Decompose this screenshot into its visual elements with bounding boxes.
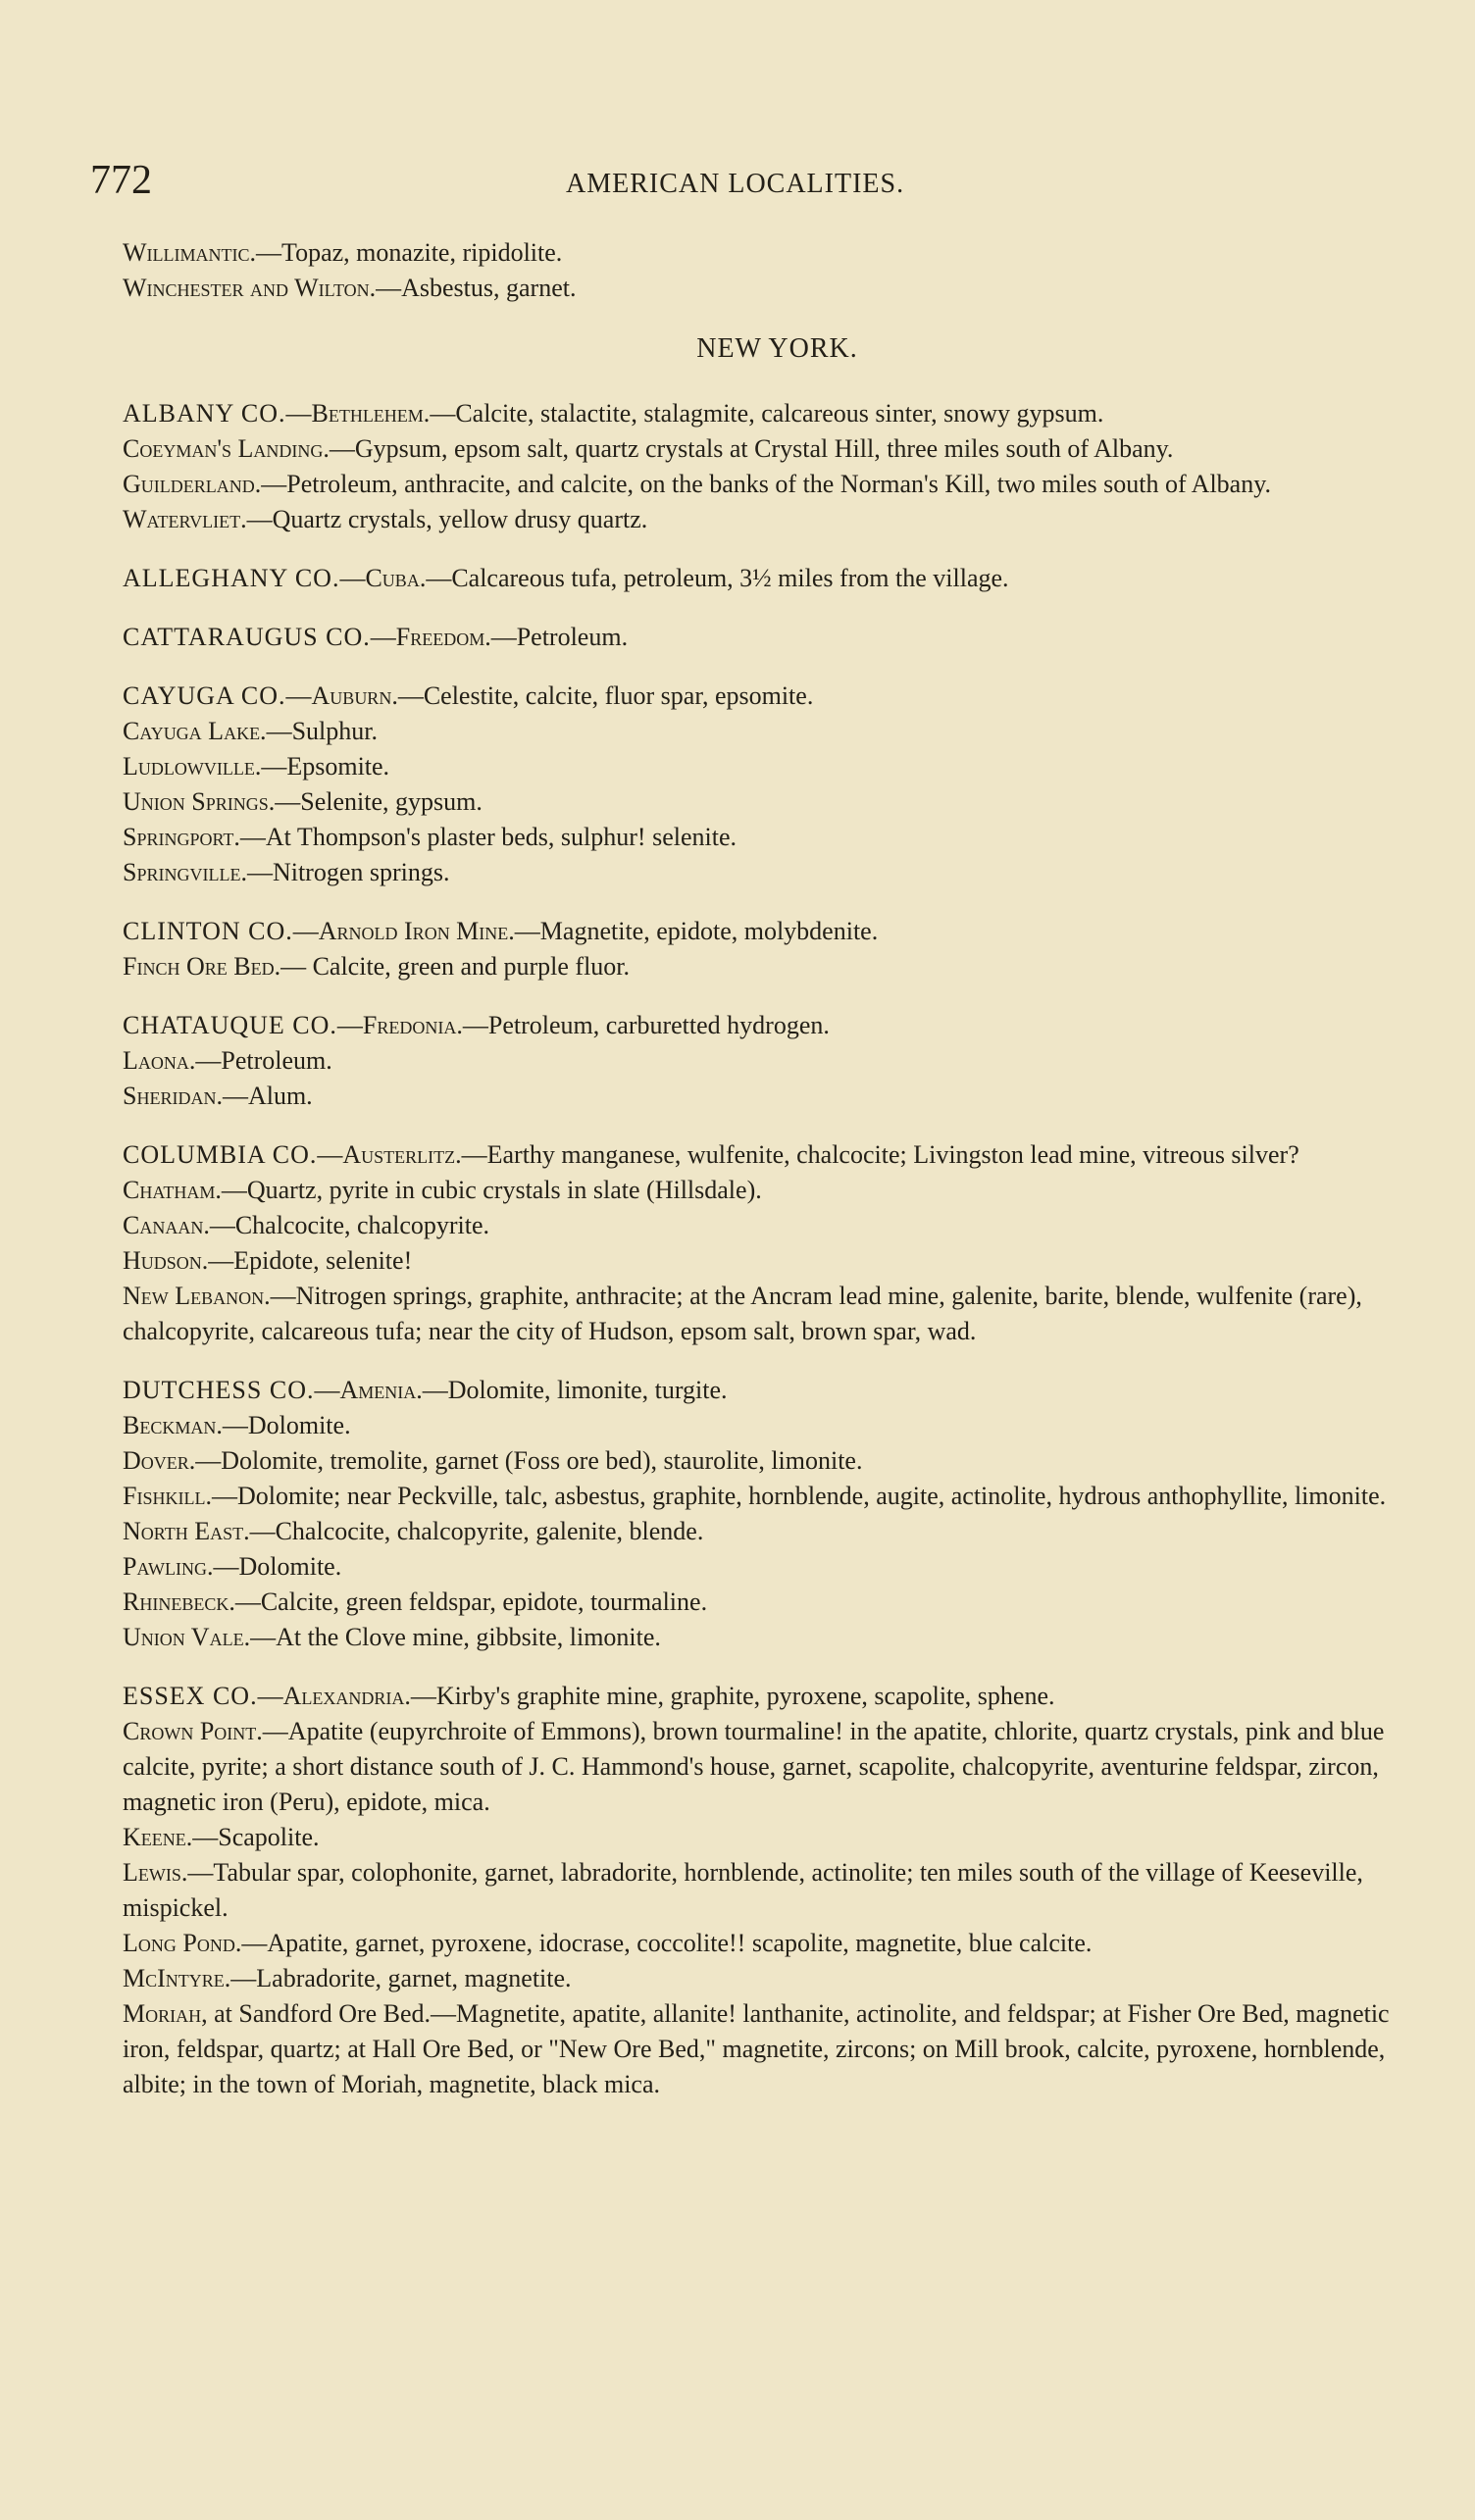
mineral-list: —Petroleum, carburetted hydrogen.	[462, 1011, 830, 1039]
locality-entry	[123, 1926, 1432, 1961]
running-title: AMERICAN LOCALITIES.	[566, 169, 905, 199]
locality-name: Long Pond.	[123, 1929, 242, 1957]
locality-entry	[123, 1996, 1432, 2102]
locality-name: Watervliet.	[123, 505, 247, 533]
locality-entry	[123, 1208, 1432, 1243]
locality-entry	[123, 1243, 1432, 1279]
mineral-list: —Petroleum.	[490, 623, 629, 651]
mineral-list: —Quartz crystals, yellow drusy quartz.	[246, 505, 648, 533]
county-block	[123, 1137, 1432, 1349]
mineral-list: —Dolomite, limonite, turgite.	[422, 1376, 728, 1404]
locality-entry: ALLEGHANY CO.—Cuba.—Calcareous tufa, petroleum, 3½ miles from the village.	[123, 564, 1009, 592]
locality-name: Bethlehem.	[311, 399, 431, 428]
locality-name: Auburn.	[311, 681, 398, 710]
locality-entry	[123, 1408, 1432, 1443]
locality-entry	[123, 1079, 1432, 1114]
locality-entry	[123, 431, 1432, 467]
county-block	[123, 1008, 1432, 1114]
locality-entry: COLUMBIA CO.—Austerlitz.—Earthy manganese, wulfenite, chalcocite; Livingston lead mine, vitreous silver?	[123, 1140, 1299, 1169]
county-name: CHATAUQUE CO.	[123, 1011, 337, 1039]
page-number: 772	[90, 158, 152, 203]
locality-entry: CAYUGA CO.—Auburn.—Celestite, calcite, fluor spar, epsomite.	[123, 681, 814, 710]
county-name: ALBANY CO.	[123, 399, 286, 428]
county-block	[123, 561, 1432, 596]
locality-name: Coeyman's Landing.	[123, 434, 330, 463]
mineral-list: —Apatite, garnet, pyroxene, idocrase, coccolite!! scapolite, magnetite, blue calcite.	[241, 1929, 1093, 1957]
mineral-list: —Sulphur.	[266, 717, 378, 745]
mineral-list: —Celestite, calcite, fluor spar, epsomite.	[397, 681, 814, 710]
mineral-list: —Dolomite.	[222, 1411, 351, 1439]
locality-name: Arnold Iron Mine.	[318, 917, 515, 945]
locality-name: Lewis.	[123, 1858, 188, 1887]
locality-entry: DUTCHESS CO.—Amenia.—Dolomite, limonite, turgite.	[123, 1376, 728, 1404]
mineral-list: —Labradorite, garnet, magnetite.	[230, 1964, 572, 1992]
locality-name: Guilderland.	[123, 470, 262, 498]
mineral-list: —Nitrogen springs, graphite, anthracite; at the Ancram lead mine, galenite, barite, blende, wulfenite (rare), chalcopyrite, calcareous tufa; near the city of Hudson, epsom salt, brown spar, wad.	[123, 1282, 1362, 1345]
locality-name: Beckman.	[123, 1411, 223, 1439]
mineral-list: —Petroleum.	[195, 1046, 332, 1075]
locality-entry	[123, 1549, 1432, 1585]
county-block	[123, 1373, 1432, 1655]
locality-entry	[123, 502, 1432, 537]
mineral-list: —Chalcocite, chalcopyrite.	[209, 1211, 490, 1239]
locality-entry	[123, 1479, 1432, 1514]
locality-entry	[123, 714, 1432, 749]
locality-name: McIntyre.	[123, 1964, 231, 1992]
mineral-list: —Calcite, green feldspar, epidote, tourmaline.	[234, 1588, 708, 1616]
locality-name: Springville.	[123, 858, 247, 886]
locality-entry	[123, 271, 1432, 306]
mineral-list: —Quartz, pyrite in cubic crystals in slate (Hillsdale).	[221, 1176, 762, 1204]
locality-name: Fishkill.	[123, 1482, 212, 1510]
mineral-list: —Dolomite.	[213, 1552, 342, 1581]
mineral-list: —Gypsum, epsom salt, quartz crystals at Crystal Hill, three miles south of Albany.	[329, 434, 1174, 463]
locality-entry	[123, 855, 1432, 890]
locality-name: Ludlowville.	[123, 752, 262, 781]
mineral-list: —Petroleum, anthracite, and calcite, on the banks of the Norman's Kill, two miles south of Albany.	[261, 470, 1272, 498]
mineral-list: —Asbestus, garnet.	[376, 274, 577, 302]
mineral-list: —At Thompson's plaster beds, sulphur! selenite.	[239, 823, 737, 851]
mineral-list: —Topaz, monazite, ripidolite.	[256, 238, 563, 267]
locality-entry	[123, 1514, 1432, 1549]
locality-entry	[123, 749, 1432, 784]
county-block	[123, 1679, 1432, 2102]
locality-name: Rhinebeck.	[123, 1588, 235, 1616]
county-block	[123, 914, 1432, 984]
locality-name: Canaan.	[123, 1211, 210, 1239]
county-name: CATTARAUGUS CO.	[123, 623, 371, 651]
mineral-list: —Apatite (eupyrchroite of Emmons), brown tourmaline! in the apatite, chlorite, quartz crystals, pink and blue calcite, pyrite; a short distance south of J. C. Hammond's house, garnet, scapolite, chalcopyrite, aventurine feldspar, zircon, magnetic iron (Peru), epidote, mica.	[123, 1717, 1385, 1816]
county-block	[123, 396, 1432, 537]
mineral-list: —Scapolite.	[192, 1823, 320, 1851]
locality-name: Pawling.	[123, 1552, 214, 1581]
locality-name: Keene.	[123, 1823, 193, 1851]
locality-entry	[123, 1714, 1432, 1820]
mineral-list: —Calcite, stalactite, stalagmite, calcareous sinter, snowy gypsum.	[430, 399, 1104, 428]
mineral-list: —Kirby's graphite mine, graphite, pyroxene, scapolite, sphene.	[410, 1682, 1055, 1710]
county-name: ALLEGHANY CO.	[123, 564, 340, 592]
mineral-list: —Selenite, gypsum.	[275, 787, 483, 816]
locality-entry	[123, 1620, 1432, 1655]
locality-name: Amenia.	[339, 1376, 423, 1404]
locality-name: Alexandria.	[282, 1682, 411, 1710]
locality-name: North East.	[123, 1517, 250, 1545]
county-name: CAYUGA CO.	[123, 681, 286, 710]
locality-entry	[123, 1279, 1432, 1349]
locality-entry: CLINTON CO.—Arnold Iron Mine.—Magnetite, epidote, molybdenite.	[123, 917, 879, 945]
locality-entry	[123, 1173, 1432, 1208]
mineral-list: —Dolomite; near Peckville, talc, asbestus, graphite, hornblende, augite, actinolite, hydrous anthophyllite, limonite.	[211, 1482, 1387, 1510]
locality-name: Hudson.	[123, 1246, 209, 1275]
locality-name: Springport.	[123, 823, 240, 851]
locality-name: Union Springs.	[123, 787, 276, 816]
locality-entry: CHATAUQUE CO.—Fredonia.—Petroleum, carburetted hydrogen.	[123, 1011, 830, 1039]
mineral-list: —Epidote, selenite!	[208, 1246, 413, 1275]
locality-name: Willimantic.	[123, 238, 257, 267]
county-block	[123, 620, 1432, 655]
locality-name: Crown Point.	[123, 1717, 263, 1745]
county-name: CLINTON CO.	[123, 917, 293, 945]
locality-name: Austerlitz.	[342, 1140, 462, 1169]
locality-name: Winchester and Wilton.	[123, 274, 377, 302]
page-body	[123, 235, 1432, 2102]
locality-entry	[123, 1443, 1432, 1479]
locality-entry	[123, 1820, 1432, 1855]
locality-name: New Lebanon.	[123, 1282, 271, 1310]
county-name: COLUMBIA CO.	[123, 1140, 318, 1169]
mineral-list: —Chalcocite, chalcopyrite, galenite, blende.	[249, 1517, 704, 1545]
locality-name: Chatham.	[123, 1176, 222, 1204]
county-name: ESSEX CO.	[123, 1682, 258, 1710]
pre-section	[123, 235, 1432, 306]
locality-name: Fredonia.	[362, 1011, 463, 1039]
locality-name: Cayuga Lake.	[123, 717, 267, 745]
locality-name: Finch Ore Bed.	[123, 952, 281, 981]
mineral-list: at Sandford Ore Bed.—Magnetite, apatite, allanite! lanthanite, actinolite, and feldspar; at Fisher Ore Bed, magnetic iron, feldspar, quartz; at Hall Ore Bed, or "New Ore Bed," magnetite, zircons; on Mill brook, calcite, pyroxene, hornblende, albite; in the town of Moriah, magnetite, black mica.	[123, 1999, 1390, 2098]
locality-name: Dover.	[123, 1446, 196, 1475]
locality-entry	[123, 467, 1432, 502]
mineral-list: —Nitrogen springs.	[246, 858, 450, 886]
locality-name: Union Vale.	[123, 1623, 251, 1651]
locality-entry	[123, 1585, 1432, 1620]
locality-entry	[123, 820, 1432, 855]
locality-name: Cuba.	[365, 564, 427, 592]
state-title: NEW YORK.	[696, 333, 858, 364]
county-list	[123, 396, 1432, 2102]
mineral-list: —Calcareous tufa, petroleum, 3½ miles from the village.	[426, 564, 1009, 592]
locality-entry	[123, 1961, 1432, 1996]
locality-entry: ESSEX CO.—Alexandria.—Kirby's graphite mine, graphite, pyroxene, scapolite, sphene.	[123, 1682, 1055, 1710]
county-name: DUTCHESS CO.	[123, 1376, 315, 1404]
locality-entry	[123, 1855, 1432, 1926]
locality-entry	[123, 949, 1432, 984]
locality-name: Laona.	[123, 1046, 196, 1075]
mineral-list: —Epsomite.	[261, 752, 390, 781]
mineral-list: —At the Clove mine, gibbsite, limonite.	[250, 1623, 661, 1651]
county-block	[123, 679, 1432, 890]
mineral-list: —Alum.	[222, 1082, 313, 1110]
mineral-list: —Magnetite, epidote, molybdenite.	[514, 917, 879, 945]
locality-entry: CATTARAUGUS CO.—Freedom.—Petroleum.	[123, 623, 629, 651]
locality-entry	[123, 235, 1432, 271]
locality-entry: ALBANY CO.—Bethlehem.—Calcite, stalactite, stalagmite, calcareous sinter, snowy gypsum.	[123, 399, 1104, 428]
locality-name: Sheridan.	[123, 1082, 223, 1110]
mineral-list: —Earthy manganese, wulfenite, chalcocite; Livingston lead mine, vitreous silver?	[461, 1140, 1299, 1169]
page-header	[90, 157, 1424, 206]
mineral-list: — Calcite, green and purple fluor.	[280, 952, 631, 981]
locality-entry	[123, 1043, 1432, 1079]
mineral-list: —Dolomite, tremolite, garnet (Foss ore bed), staurolite, limonite.	[195, 1446, 863, 1475]
locality-name: Freedom.	[395, 623, 491, 651]
mineral-list: —Tabular spar, colophonite, garnet, labradorite, hornblende, actinolite; ten miles south of the village of Keeseville, mispickel.	[123, 1858, 1363, 1922]
locality-name: Moriah,	[123, 1999, 208, 2028]
locality-entry	[123, 784, 1432, 820]
